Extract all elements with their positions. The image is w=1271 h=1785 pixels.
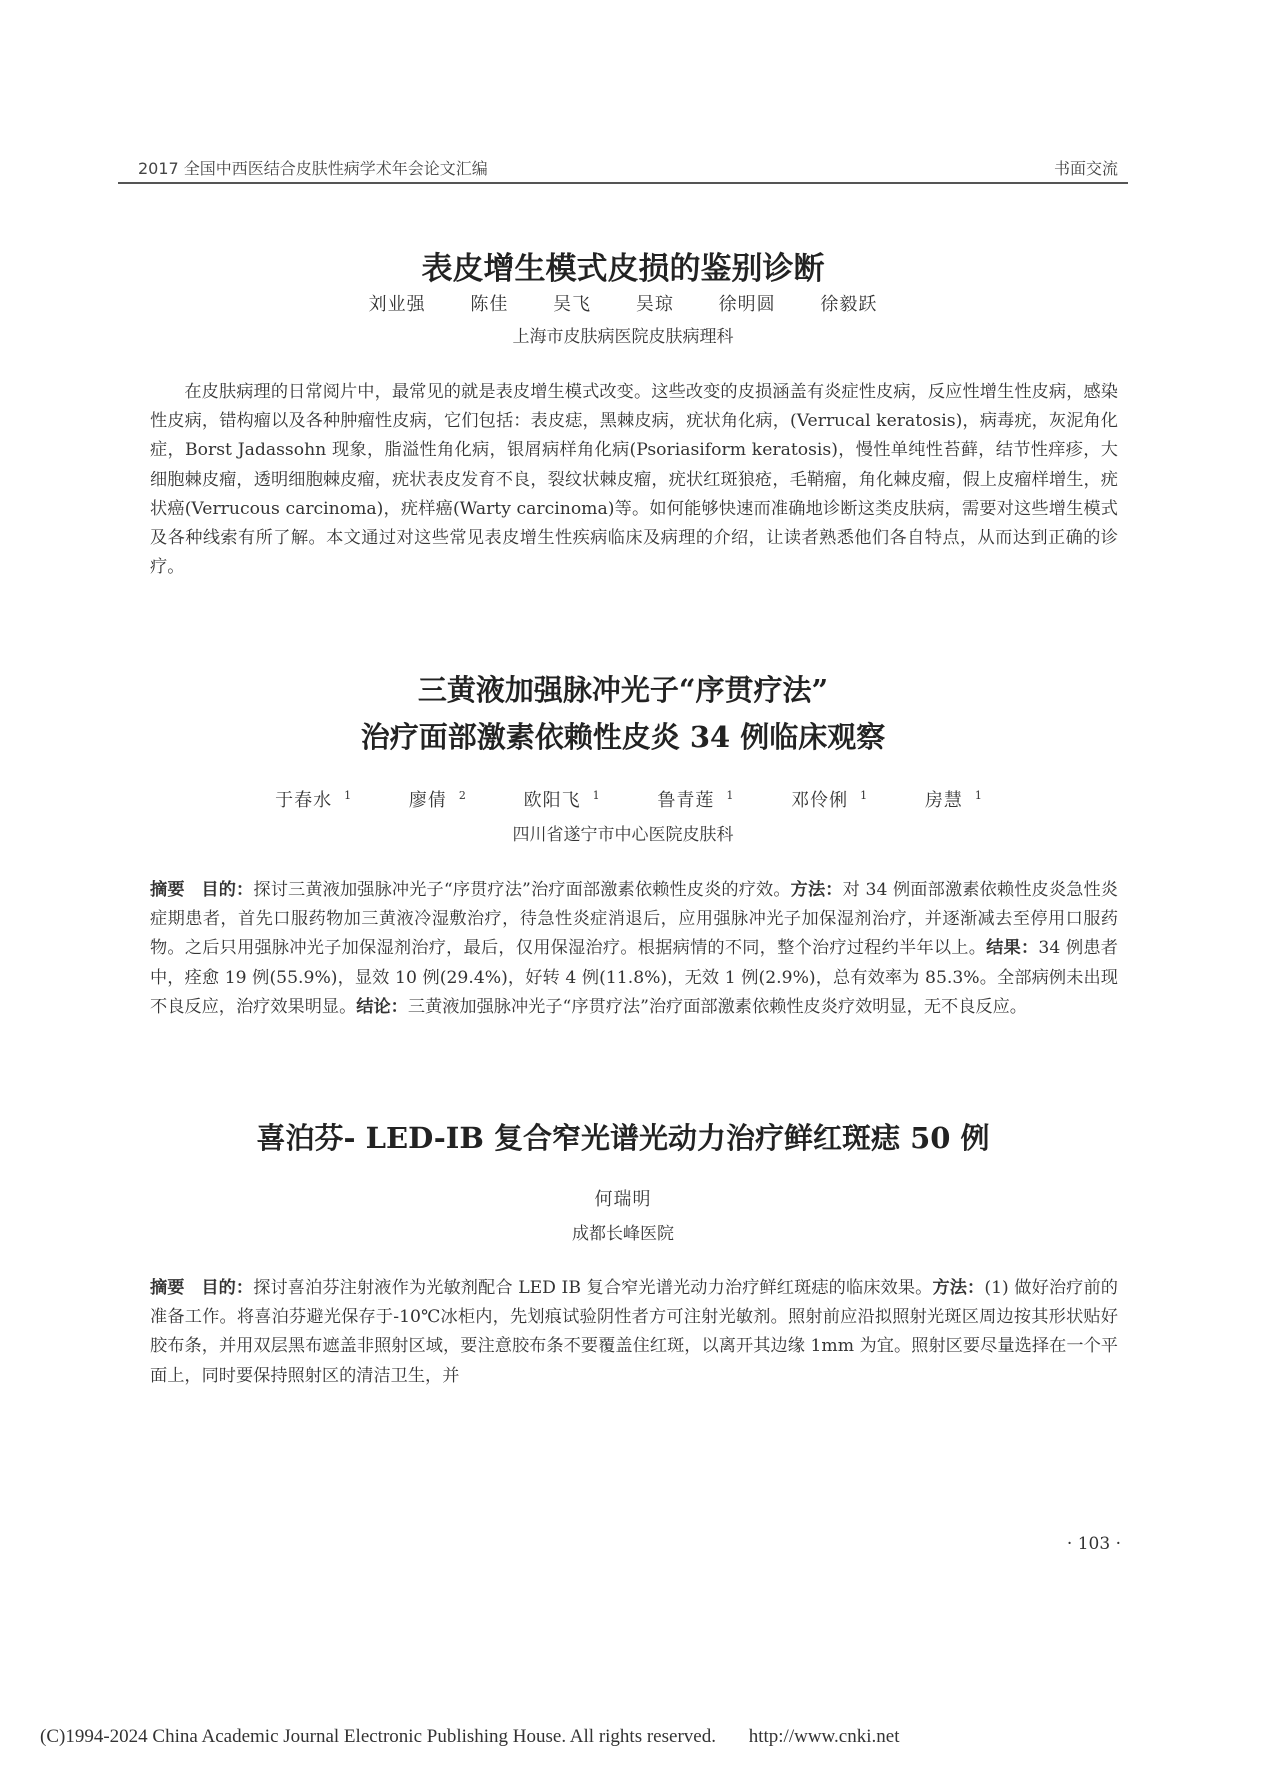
article2-authors xyxy=(118,786,1128,812)
methods-text: (1) 做好治疗前的准备工作。将喜泊芬避光保存于-10℃冰柜内，先划痕试验阴性者方可注射光敏剂。照射前应沿拟照射光斑区周边按其形状贴好胶布条，并用双层黑布遮盖非照射区域，要注意胶布条不要覆盖住红斑，以离开其边缘 1mm 为宜。照射区要尽量选择在一个平面上，同时要保持照射区的清洁卫生，并 xyxy=(150,1278,1118,1386)
author: 廖倩 $^2$ xyxy=(408,789,467,811)
author: 吴飞 xyxy=(553,294,592,315)
copyright-text: (C)1994-2024 China Academic Journal Electronic Publishing House. All rights reserved. xyxy=(40,1726,716,1747)
author: 房慧 $^1$ xyxy=(924,789,983,811)
article3-abstract xyxy=(150,1274,1118,1391)
purpose-text: 探讨喜泊芬注射液作为光敏剂配合 LED IB 复合窄光谱光动力治疗鲜红斑痣的临床效果。 xyxy=(253,1278,933,1298)
author: 刘业强 xyxy=(368,294,426,315)
author: 鲁青莲 $^1$ xyxy=(657,789,735,811)
methods-label: 方法： xyxy=(790,880,843,900)
copyright-footer xyxy=(40,1726,899,1748)
article3-affiliation: 成都长峰医院 xyxy=(572,1224,674,1244)
conclusion-text: 三黄液加强脉冲光子“序贯疗法”治疗面部激素依赖性皮炎疗效明显，无不良反应。 xyxy=(407,996,1027,1017)
results-text: 34 例患者中，痊愈 19 例(55.9%)，显效 10 例(29.4%)，好转 4 例(11.8%)，无效 1 例(2.9%)，总有效率为 85.3%。全部病例未出现不良反应，治疗效果明显。 xyxy=(150,938,1118,1017)
article2-abstract xyxy=(150,876,1118,1022)
article2-title-line2: 治疗面部激素依赖性皮炎 34 例临床观察 xyxy=(360,720,886,754)
article1-authors xyxy=(118,290,1128,316)
abstract-label: 摘要 xyxy=(150,880,185,900)
author: 何瑞明 xyxy=(594,1189,652,1210)
methods-label: 方法： xyxy=(932,1278,985,1298)
abstract-label: 摘要 xyxy=(150,1278,185,1298)
page-number: · 103 · xyxy=(1066,1534,1121,1554)
article3-authors xyxy=(118,1185,1128,1211)
author: 陈佳 xyxy=(470,294,509,315)
running-header xyxy=(118,152,1128,184)
author: 吴琼 xyxy=(635,294,674,315)
author: 邓伶俐 $^1$ xyxy=(791,789,869,811)
article3-title: 喜泊芬- LED-IB 复合窄光谱光动力治疗鲜红斑痣 50 例 xyxy=(256,1121,990,1155)
author: 徐明圆 xyxy=(718,294,776,315)
purpose-label: 目的： xyxy=(201,1278,254,1298)
purpose-text: 探讨三黄液加强脉冲光子“序贯疗法”治疗面部激素依赖性皮炎的疗效。 xyxy=(253,880,791,900)
article1-affiliation: 上海市皮肤病医院皮肤病理科 xyxy=(512,327,734,347)
author: 欧阳飞 $^1$ xyxy=(523,789,601,811)
author: 于春水 $^1$ xyxy=(275,789,353,811)
article2-title-line1: 三黄液加强脉冲光子“序贯疗法” xyxy=(417,673,829,707)
article1-title: 表皮增生模式皮损的鉴别诊断 xyxy=(421,251,825,287)
results-label: 结果： xyxy=(986,938,1039,959)
article2-affiliation: 四川省遂宁市中心医院皮肤科 xyxy=(512,825,734,845)
author: 徐毅跃 xyxy=(820,294,878,315)
header-journal-title: 2017 全国中西医结合皮肤性病学术年会论文汇编 xyxy=(138,159,488,178)
article1-body: 在皮肤病理的日常阅片中，最常见的就是表皮增生模式改变。这些改变的皮损涵盖有炎症性皮病，反应性增生性皮病，感染性皮病，错构瘤以及各种肿瘤性皮病，它们包括：表皮痣，黑棘皮病，疣状角化病，(Verrucal keratosis)，病毒疣，灰泥角化症，Borst Jadassohn 现象，脂溢性角化病，银屑病样角化病(Psoriasiform keratosis)，慢性单纯性苔藓，结节性痒疹，大细胞棘皮瘤，透明细胞棘皮瘤，疣状表皮发育不良，裂纹状棘皮瘤，疣状红斑狼疮，毛鞘瘤，角化棘皮瘤，假上皮瘤样增生，疣状癌(Verrucous carcinoma)，疣样癌(Warty carcinoma)等。如何能够快速而准确地诊断这类皮肤病，需要对这些增生模式及各种线索有所了解。本文通过对这些常见表皮增生性疾病临床及病理的介绍，让读者熟悉他们各自特点，从而达到正确的诊疗。 xyxy=(150,382,1118,578)
conclusion-label: 结论： xyxy=(356,996,408,1017)
purpose-label: 目的： xyxy=(201,880,254,900)
methods-text: 对 34 例面部激素依赖性皮炎急性炎症期患者，首先口服药物加三黄液冷湿敷治疗，待急性炎症消退后，应用强脉冲光子加保湿剂治疗，并逐渐减去至停用口服药物。之后只用强脉冲光子加保湿剂治疗，最后，仅用保湿治疗。根据病情的不同，整个治疗过程约半年以上。 xyxy=(150,880,1118,959)
header-section: 书面交流 xyxy=(1053,159,1118,178)
footer-url[interactable]: http://www.cnki.net xyxy=(748,1726,900,1747)
